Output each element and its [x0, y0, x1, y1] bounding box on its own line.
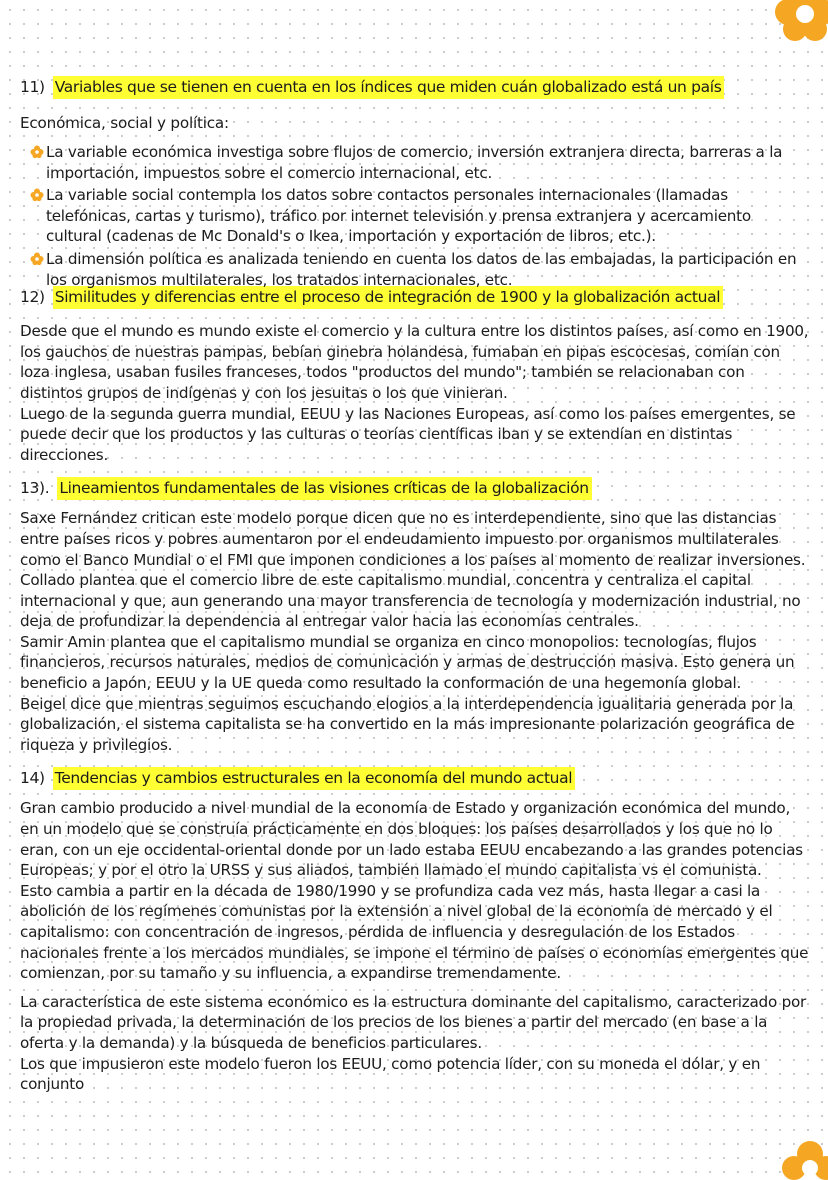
section-number: 13). [20, 479, 50, 498]
document-page [20, 70, 810, 1095]
flower-decoration-icon [780, 1140, 828, 1180]
section-number: 14) [20, 769, 45, 788]
section-heading-14 [20, 767, 810, 790]
section-title: Similitudes y diferencias entre el proceso de integración de 1900 y la globalización actual [53, 286, 723, 309]
section-subtitle: Económica, social y política: [20, 114, 229, 132]
paragraph: Desde que el mundo es mundo existe el comercio y la cultura entre los distintos países, así como en 1900, los gauchos de nuestras pampas, bebían ginebra holandesa, fumaban en pipas escocesas, comían con loza inglesa, usaban fusiles franceses, todos "productos del mundo"; también se relacionaban con distintos grupos de indígenas y con los jesuitas o los que vinieran. [20, 322, 809, 402]
paragraph: Saxe Fernández critican este modelo porque dicen que no es interdependiente, sino que las distancias entre países ricos y pobres aumentaron por el endeudamiento impuesto por organismos multilaterales como el Banco Mundial o el FMI que imponen condiciones a los países al momento de realizar inversiones. [20, 509, 806, 569]
section-title: Tendencias y cambios estructurales en la economía del mundo actual [53, 767, 576, 790]
bullet-text: La variable social contempla los datos sobre contactos personales internacionales (llamadas telefónicas, cartas y turismo), tráfico por internet televisión y prensa extranjera y acercamiento cultural (cadenas de Mc Donald's o Ikea, importación y exportación de libros, etc.). [46, 186, 751, 246]
list-item [32, 142, 810, 183]
paragraph: Los que impusieron este modelo fueron los EEUU, como potencia líder, con su moneda el dólar, y en conjunto [20, 1054, 761, 1094]
bullet-list [20, 142, 810, 290]
bullet-text: La dimensión política es analizada teniendo en cuenta los datos de las embajadas, la participación en los organismos multilaterales, los tratados internacionales, etc. [46, 249, 797, 289]
flower-bullet-icon [30, 252, 44, 266]
paragraph: Esto cambia a partir en la década de 1980/1990 y se profundiza cada vez más, hasta llegar a casi la abolición de los regímenes comunistas por la extensión a nivel global de la economía de mercado y el capitalismo: con concentración de ingresos, pérdida de influencia y desregulación de los Estados nacionales frente a los mercados mundiales, se impone el término de países o economías emergentes que comienzan, por su tamaño y su influencia, a expandirse tremendamente. [20, 881, 809, 983]
paragraph: La característica de este sistema económico es la estructura dominante del capitalismo, caracterizado por la propiedad privada, la determinación de los precios de los bienes a partir del mercado (en base a la oferta y la demanda) y la búsqueda de beneficios particulares. [20, 992, 806, 1052]
paragraph: Beigel dice que mientras seguimos escuchando elogios a la interdependencia igualitaria generada por la globalización, el sistema capitalista se ha convertido en la más impresionante polarización geográfica de riqueza y privilegios. [20, 694, 795, 754]
flower-bullet-icon [30, 188, 44, 202]
section-number: 12) [20, 288, 45, 307]
section-title: Variables que se tienen en cuenta en los índices que miden cuán globalizado está un país [53, 76, 725, 99]
list-item [32, 249, 810, 290]
paragraph: Gran cambio producido a nivel mundial de la economía de Estado y organización económica del mundo, en un modelo que se construía prácticamente en dos bloques: los países desarrollados y los que no lo eran, con un eje occidental-oriental donde por un lado estaba EEUU encabezando a las grandes potencias Europeas; y por el otro la URSS y sus aliados, también llamado el mundo capitalista vs el comunista. [20, 799, 803, 880]
section-heading-11 [20, 76, 810, 99]
paragraph: Collado plantea que el comercio libre de este capitalismo mundial, concentra y centraliza el capital internacional y que, aun generando una mayor transferencia de tecnología y modernización industrial, no deja de profundizar la dependencia al entregar valor hacia las economías centrales. [20, 571, 801, 631]
paragraph: Luego de la segunda guerra mundial, EEUU y las Naciones Europeas, así como los países emergentes, se puede decir que los productos y las culturas o teorías científicas iban y se extendían en distintas direcciones. [20, 404, 796, 464]
paragraph: Samir Amin plantea que el capitalismo mundial se organiza en cinco monopolios: tecnologías, flujos financieros, recursos naturales, medios de comunicación y armas de destrucción masiva. Esto genera un beneficio a Japón, EEUU y la UE queda como resultado la conformación de una hegemonía global. [20, 632, 795, 693]
section-heading-13 [20, 477, 810, 500]
list-item [32, 185, 810, 247]
bullet-text: La variable económica investiga sobre flujos de comercio, inversión extranjera directa, barreras a la importación, impuestos sobre el comercio internacional, etc. [46, 143, 783, 182]
section-title: Lineamientos fundamentales de las visiones críticas de la globalización [57, 477, 591, 500]
flower-bullet-icon [30, 145, 44, 159]
flower-decoration-icon [770, 0, 828, 46]
section-number: 11) [20, 78, 45, 96]
